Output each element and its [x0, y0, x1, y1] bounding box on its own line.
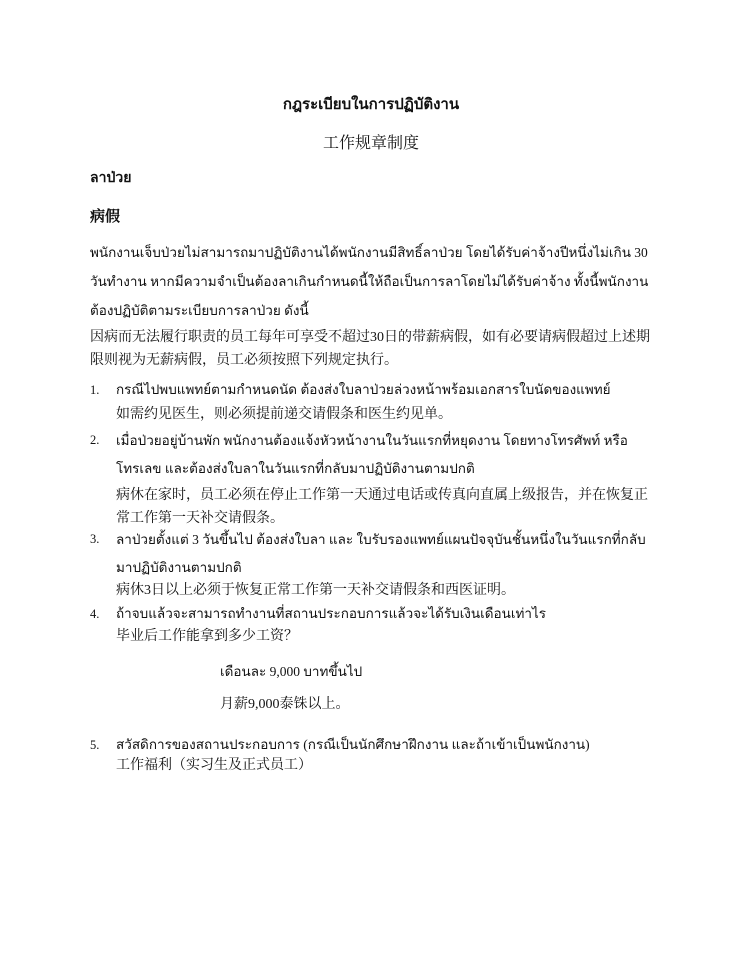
list-number: 2.	[90, 433, 100, 447]
list-item-thai: เมื่อป่วยอยู่บ้านพัก พนักงานต้องแจ้งหัวหน้างานในวันแรกที่หยุดงาน โดยทางโทรศัพท์ หรือ โทรเลข และต้องส่งใบลาในวันแรกที่กลับมาปฏิบัติงานตามปกติ	[116, 433, 628, 476]
title-chinese: 工作规章制度	[322, 135, 419, 152]
intro-paragraph-chinese: 因病而无法履行职责的员工每年可享受不超过30日的带薪病假，如有必要请病假超过上述期限则视为无薪病假，员工必须按照下列规定执行。	[90, 330, 650, 368]
salary-chinese: 月薪9,000泰铢以上。	[220, 697, 350, 712]
list-item-thai: สวัสดิการของสถานประกอบการ (กรณีเป็นนักศึกษาฝึกงาน และถ้าเข้าเป็นพนักงาน)	[116, 737, 590, 752]
list-number: 5.	[90, 738, 100, 752]
list-number: 3.	[90, 532, 100, 546]
list-item-thai: ถ้าจบแล้วจะสามารถทำงานที่สถานประกอบการแล้วจะได้รับเงินเดือนเท่าไร	[116, 606, 546, 621]
list-number: 1.	[90, 383, 100, 397]
list-item-chinese: 病休3日以上必须于恢复正常工作第一天补交请假条和西医证明。	[116, 583, 515, 598]
list-item-chinese: 工作福利（实习生及正式员工）	[116, 758, 312, 773]
list-item-thai: ลาป่วยตั้งแต่ 3 วันขึ้นไป ต้องส่งใบลา และ ใบรับรองแพทย์แผนปัจจุบันชั้นหนึ่งในวันแรกที่กลับมาปฏิบัติงานตามปกติ	[116, 532, 646, 575]
section-heading-thai: ลาป่วย	[90, 171, 132, 186]
intro-paragraph-thai: พนักงานเจ็บป่วยไม่สามารถมาปฏิบัติงานได้พนักงานมีสิทธิ์ลาป่วย โดยได้รับค่าจ้างปีหนึ่งไม่เกิน 30 วันทำงาน หากมีความจำเป็นต้องลาเกินกำหนดนี้ให้ถือเป็นการลาโดยไม่ได้รับค่าจ้าง ทั้งนี้พนักงานต้องปฏิบัติตามระเบียบการลาป่วย ดังนี้	[90, 245, 649, 318]
salary-thai: เดือนละ 9,000 บาทขึ้นไป	[220, 664, 363, 679]
list-item-chinese: 如需约见医生，则必须提前递交请假条和医生约见单。	[116, 407, 452, 422]
list-number: 4.	[90, 607, 100, 621]
section-heading-chinese: 病假	[90, 209, 121, 225]
list-item-chinese: 病休在家时，员工必须在停止工作第一天通过电话或传真向直属上级报告，并在恢复正常工作第一天补交请假条。	[116, 488, 648, 526]
list-item-chinese: 毕业后工作能拿到多少工资？	[116, 629, 298, 644]
list-item-thai: กรณีไปพบแพทย์ตามกำหนดนัด ต้องส่งใบลาป่วยล่วงหน้าพร้อมเอกสารใบนัดของแพทย์	[116, 382, 611, 397]
title-thai: กฎระเบียบในการปฏิบัติงาน	[282, 97, 460, 113]
